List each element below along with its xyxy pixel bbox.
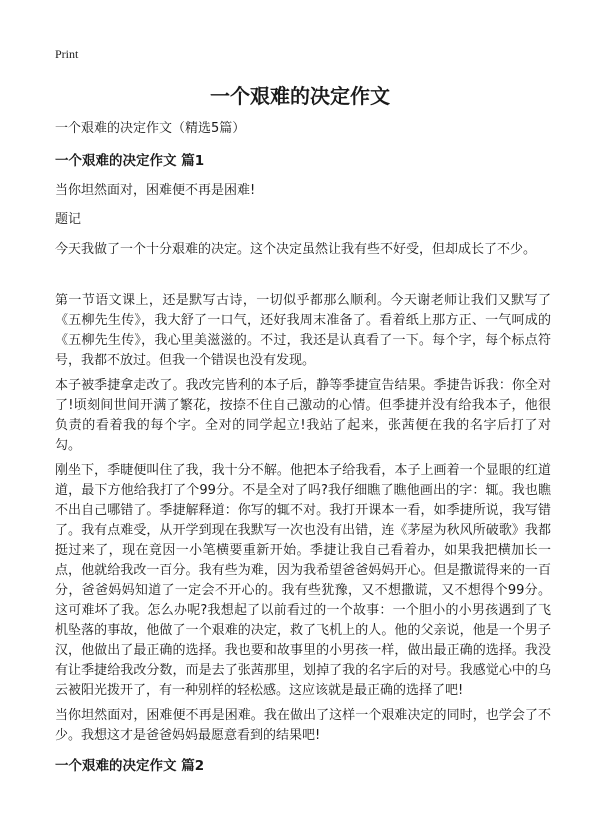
print-link[interactable]: Print — [55, 47, 79, 61]
document-title: 一个艰难的决定作文 — [210, 84, 390, 108]
paragraph-epigraph: 当你坦然面对，困难便不再是困难! — [55, 183, 256, 198]
section-heading-2: 一个艰难的决定作文 篇2 — [55, 758, 205, 774]
paragraph-grading: 本子被季捷拿走改了。我改完皆利的本子后，静等季捷宣告结果。季捷告诉我：你全对了!顷刻间世间开满了繁花，按捺不住自己激动的心情。但季捷并没有给我本子，他很负责的看着我的每个字。全对的同学起立!我站了起来，张茜便在我的名字后打了对勾。 — [55, 378, 551, 453]
paragraph-epigraph-label: 题记 — [55, 212, 82, 227]
subtitle: 一个艰难的决定作文（精选5篇） — [55, 121, 246, 136]
paragraph-conclusion: 当你坦然面对，困难便不再是困难。我在做出了这样一个艰难决定的同时，也学会了不少。我想这才是爸爸妈妈最愿意看到的结果吧! — [55, 708, 551, 743]
paragraph-decision: 刚坐下，季睫便叫住了我，我十分不解。他把本子给我看，本子上画着一个显眼的红道道，最下方他给我打了个99分。不是全对了吗?我仔细瞧了瞧他画出的字：辄。我也瞧不出自己哪错了。季捷解释道：你写的辄不对。我打开课本一看，如季捷所说，我写错了。我有点难受，从开学到现在我默写一次也没有出错，连《茅屋为秋风所破歌》我都挺过来了，现在竟因一小笔横要重新开始。季捷让我自己看着办，如果我把横加长一点，他就给我改一百分。我有些为难，因为我希望爸爸妈妈开心。但是撒谎得来的一百分，爸爸妈妈知道了一定会不开心的。我有些犹豫，又不想撒谎，又不想得个99分。这可难坏了我。怎么办呢?我想起了以前看过的一个故事：一个胆小的小男孩遇到了飞机坠落的事故，他做了一个艰难的决定，救了飞机上的人。他的父亲说，他是一个男子汉，他做出了最正确的选择。我也要和故事里的小男孩一样，做出最正确的选择。我没有让季捷给我改分数，而是去了张茜那里，划掉了我的名字后的对号。我感觉心中的乌云被阳光拨开了，有一种别样的轻松感。这应该就是最正确的选择了吧! — [55, 463, 551, 698]
section-heading-1: 一个艰难的决定作文 篇1 — [55, 153, 205, 169]
paragraph-dictation: 第一节语文课上，还是默写古诗，一切似乎都那么顺利。今天谢老师让我们又默写了《五柳先生传》，我大舒了一口气，还好我周末准备了。看着纸上那方正、一气呵成的《五柳先生传》，我心里美滋滋的。不过，我还是认真看了一下。每个字，每个标点符号，我都不放过。但我一个错误也没有发现。 — [55, 293, 551, 368]
paragraph-intro: 今天我做了一个十分艰难的决定。这个决定虽然让我有些不好受，但却成长了不少。 — [55, 242, 537, 257]
